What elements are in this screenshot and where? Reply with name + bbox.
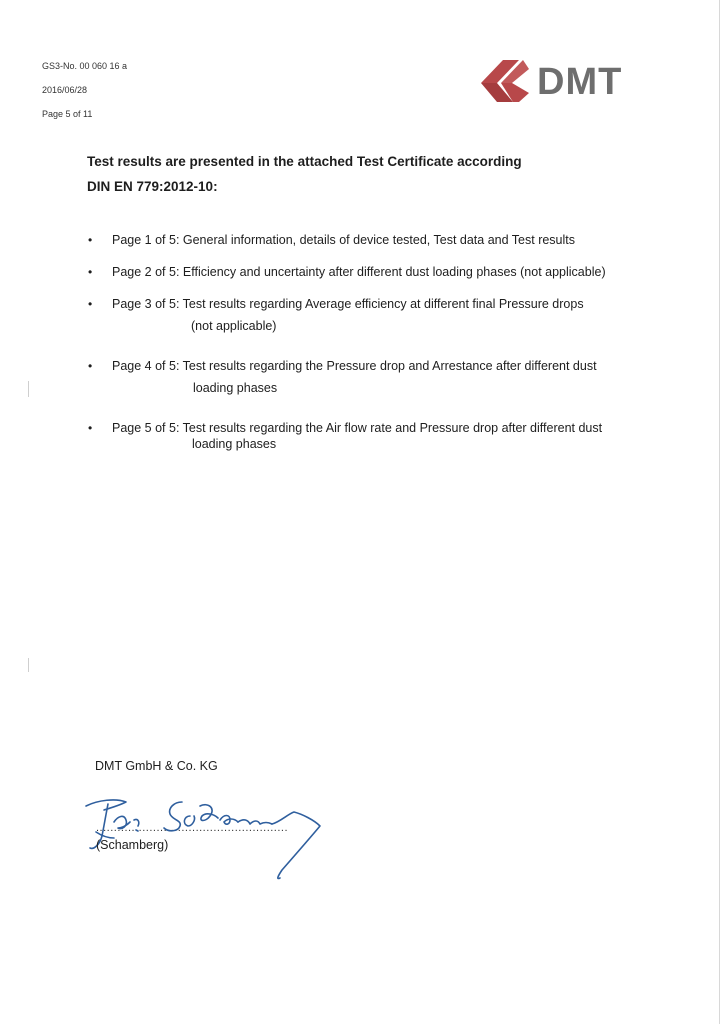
dmt-logo [479,56,669,106]
list-item-text: Page 3 of 5: Test results regarding Average efficiency at different final Pressure drops [112,297,584,311]
bullet-icon: • [88,265,93,279]
list-item-text: Page 1 of 5: General information, details of device tested, Test data and Test results [112,233,576,247]
signature-line: ...................................................... [96,822,289,834]
bullet-icon: • [88,233,93,247]
header-meta [42,54,127,126]
page-number: Page 5 of 11 [42,109,93,119]
bullet-icon: • [88,421,93,435]
company-name: DMT GmbH & Co. KG [95,759,218,773]
list-item-continuation: loading phases [192,437,277,451]
signer-name: (Schamberg) [96,838,169,852]
intro-line-1: Test results are presented in the attached Test Certificate according [87,154,522,169]
list-item-text: Page 4 of 5: Test results regarding the Pressure drop and Arrestance after different dust [112,359,597,373]
bullet-icon: • [88,359,93,373]
scan-mark [28,658,29,672]
bullet-icon: • [88,297,93,311]
list-item-text: Page 5 of 5: Test results regarding the Air flow rate and Pressure drop after different dust [112,421,603,435]
page-edge [719,0,720,1024]
logo-text: DMT [537,61,623,103]
list-item-text: Page 2 of 5: Efficiency and uncertainty after different dust loading phases (not applicable) [112,265,606,279]
intro-line-2: DIN EN 779:2012-10: [87,179,218,194]
doc-number: GS3-No. 00 060 16 a [42,61,128,71]
scan-mark [28,381,29,397]
list-item-continuation: loading phases [193,381,278,395]
doc-date: 2016/06/28 [42,85,88,95]
list-item-continuation: (not applicable) [191,319,277,333]
logo-mark-icon [481,60,529,102]
intro-heading [87,149,647,199]
